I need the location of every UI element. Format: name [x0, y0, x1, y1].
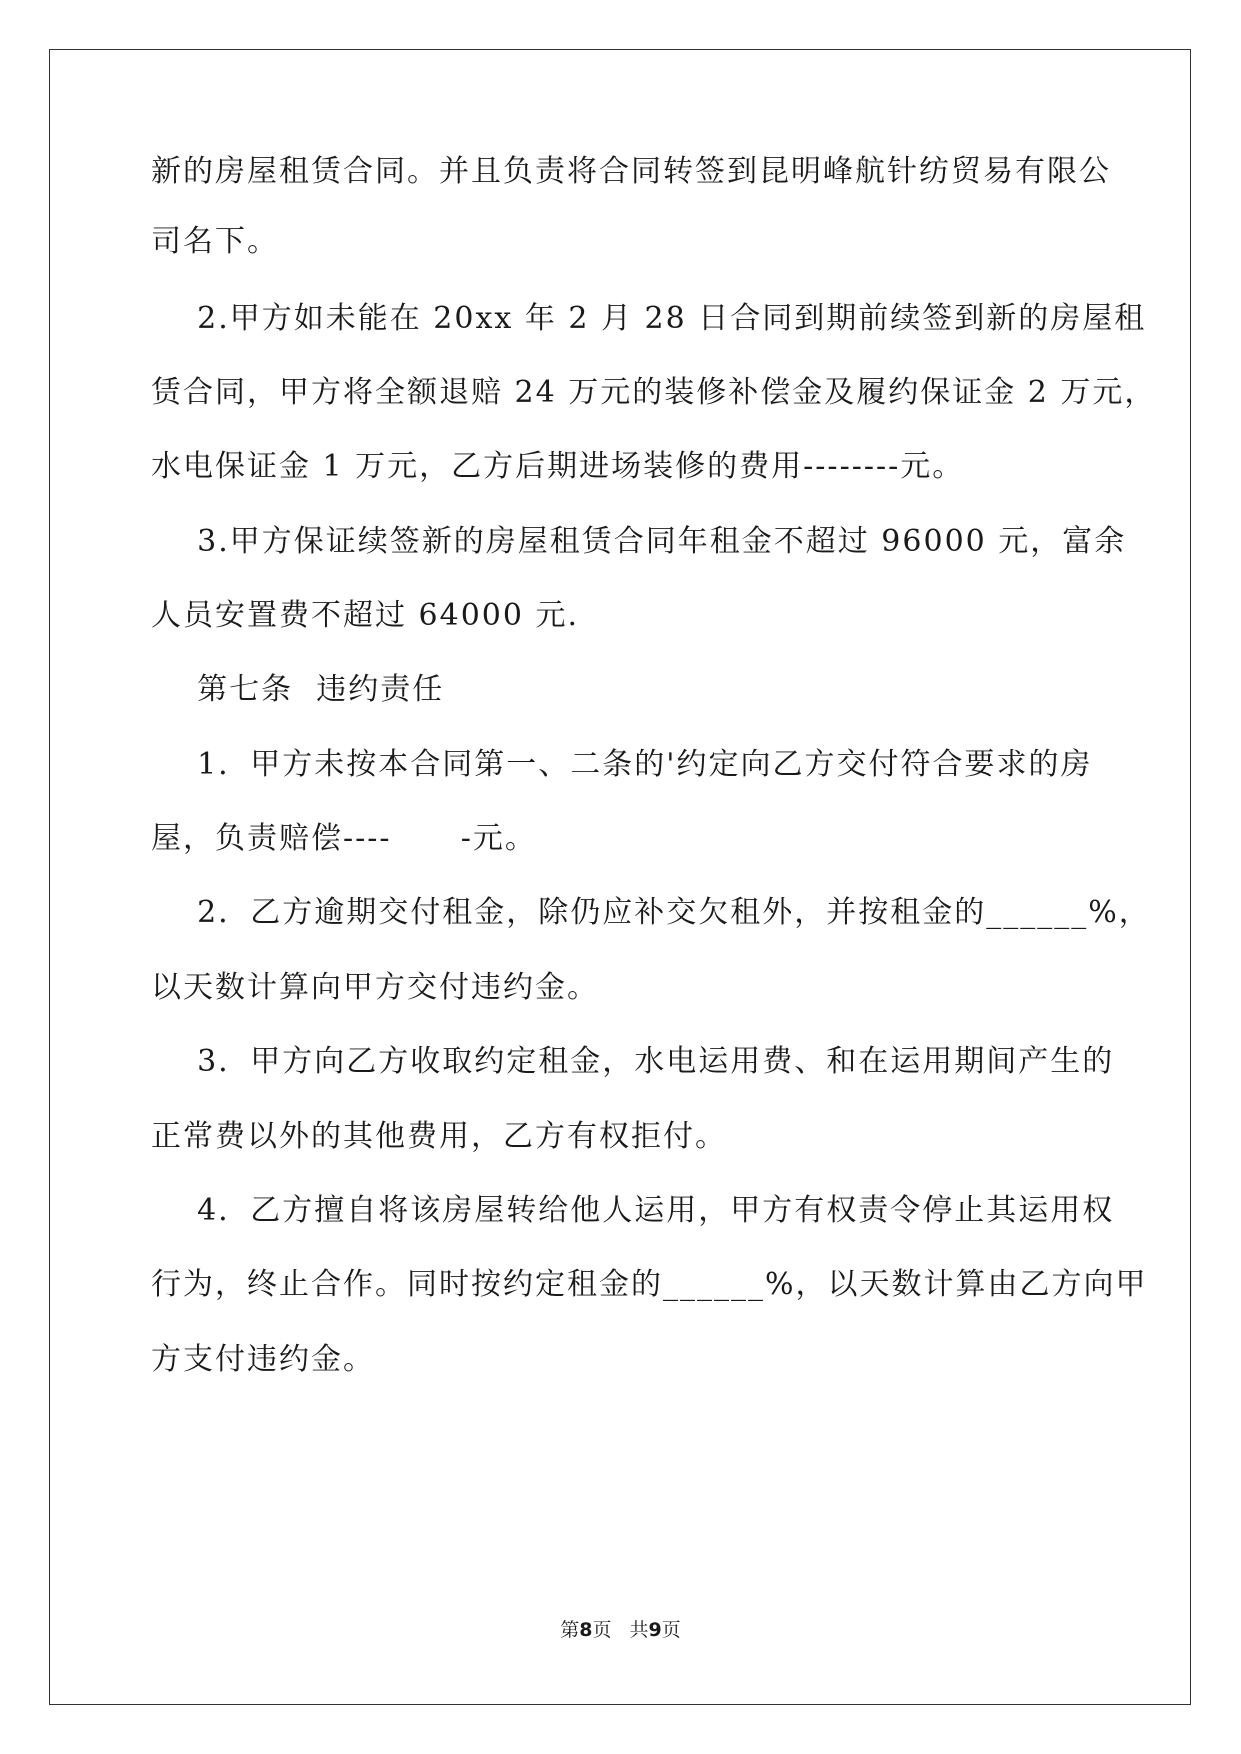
text-line: 屋，负责赔偿---- -元。	[151, 821, 537, 856]
text-line: 水电保证金 1 万元，乙方后期进场装修的费用--------元。	[151, 449, 965, 484]
page-prefix: 第	[560, 1619, 580, 1641]
text-line: 人员安置费不超过 64000 元.	[151, 598, 580, 633]
text-line: 3．甲方向乙方收取约定租金，水电运用费、和在运用期间产生的	[151, 1044, 1115, 1079]
page-footer	[0, 1618, 1241, 1642]
text-line: 4．乙方擅自将该房屋转给他人运用，甲方有权责令停止其运用权	[151, 1193, 1115, 1228]
text-line: 赁合同，甲方将全额退赔 24 万元的装修补偿金及履约保证金 2 万元，	[151, 375, 1157, 410]
text-line: 行为，终止合作。同时按约定租金的______%，以天数计算由乙方向甲	[151, 1267, 1148, 1302]
section-heading: 第七条 违约责任	[151, 672, 445, 707]
page-mid: 页	[592, 1619, 612, 1641]
text-line: 正常费以外的其他费用，乙方有权拒付。	[151, 1119, 727, 1154]
text-line: 以天数计算向甲方交付违约金。	[151, 970, 599, 1005]
total-prefix: 共	[629, 1619, 649, 1641]
page-current: 8	[579, 1619, 593, 1641]
page-border	[49, 49, 1191, 1705]
text-line: 2.甲方如未能在 20xx 年 2 月 28 日合同到期前续签到新的房屋租	[151, 301, 1147, 336]
total-suffix: 页	[661, 1619, 681, 1641]
text-line: 司名下。	[151, 224, 279, 259]
text-line: 新的房屋租赁合同。并且负责将合同转签到昆明峰航针纺贸易有限公	[151, 154, 1111, 189]
text-line: 1．甲方未按本合同第一、二条的'约定向乙方交付符合要求的房	[151, 747, 1093, 782]
page-total: 9	[648, 1619, 662, 1641]
text-line: 2．乙方逾期交付租金，除仍应补交欠租外，并按租金的______%，	[151, 895, 1151, 930]
text-line: 方支付违约金。	[151, 1342, 375, 1377]
text-line: 3.甲方保证续签新的房屋租赁合同年租金不超过 96000 元，富余	[151, 524, 1127, 559]
